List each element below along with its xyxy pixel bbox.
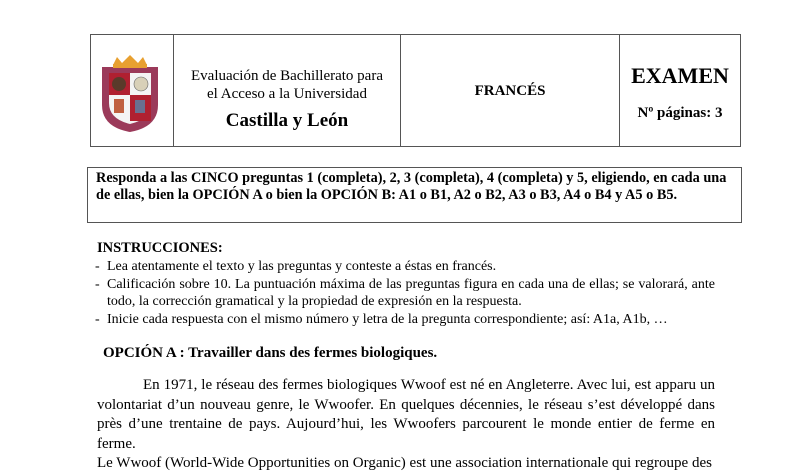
instruction-item	[95, 258, 715, 276]
region-name: Castilla y León	[225, 110, 349, 131]
instruction-text: Lea atentamente el texto y las preguntas y conteste a éstas en francés.	[107, 259, 497, 274]
option-a-title: OPCIÓN A : Travailler dans des fermes biologiques.	[103, 345, 438, 361]
exam-label: EXAMEN	[631, 63, 729, 88]
bullet-dash: -	[95, 276, 100, 292]
instruction-text: Inicie cada respuesta con el mismo número y letra de la pregunta correspondiente; así: A1a, A1b, …	[107, 311, 668, 327]
evaluation-cell	[174, 35, 401, 146]
answer-instructions-box: Responda a las CINCO preguntas 1 (completa), 2, 3 (completa), 4 (completa) y 5, eligiendo, en cada una de ellas, bien la OPCIÓN A o bien la OPCIÓN B: A1 o B1, A2 o B2, A3 o B3, A4 o B4 y A5 o B5.	[87, 167, 742, 223]
logo-cell	[91, 35, 174, 146]
paragraph: En 1971, le réseau des fermes biologiques Wwoof est né en Angleterre. Avec lui, est apparu un volontariat d’un nouveau genre, le Wwoofer. En quelques décennies, le réseau s’est développé dans près d’une trentaine de pays. Aujourd’hui, les Wwoofers parcourent le monde entier de ferme en ferme.	[97, 377, 715, 452]
instruction-item	[95, 311, 715, 329]
subject-name: FRANCÉS	[474, 83, 546, 99]
bullet-dash: -	[95, 259, 100, 274]
paragraph: Le Wwoof (World-Wide Opportunities on Organic) est une association internationale qui regroupe des	[97, 455, 712, 471]
page-count: Nº páginas: 3	[637, 105, 723, 121]
instructions-list	[95, 258, 715, 328]
instruction-text: Calificación sobre 10. La puntuación máxima de las preguntas figura en cada una de ellas; se valorará, ante todo, la corrección gramatical y la propiedad de expresión en la respuesta.	[107, 276, 715, 309]
evaluation-line-2: el Acceso a la Universidad	[207, 86, 367, 102]
subject-cell	[401, 35, 620, 146]
bullet-dash: -	[95, 311, 100, 327]
instruction-item	[95, 276, 715, 311]
evaluation-line-1: Evaluación de Bachillerato para	[191, 68, 383, 84]
instructions-heading: INSTRUCCIONES:	[97, 240, 223, 256]
option-a-text	[97, 376, 715, 474]
exam-cell	[620, 35, 740, 146]
university-crest-icon	[99, 53, 161, 133]
exam-header-table	[90, 34, 741, 147]
